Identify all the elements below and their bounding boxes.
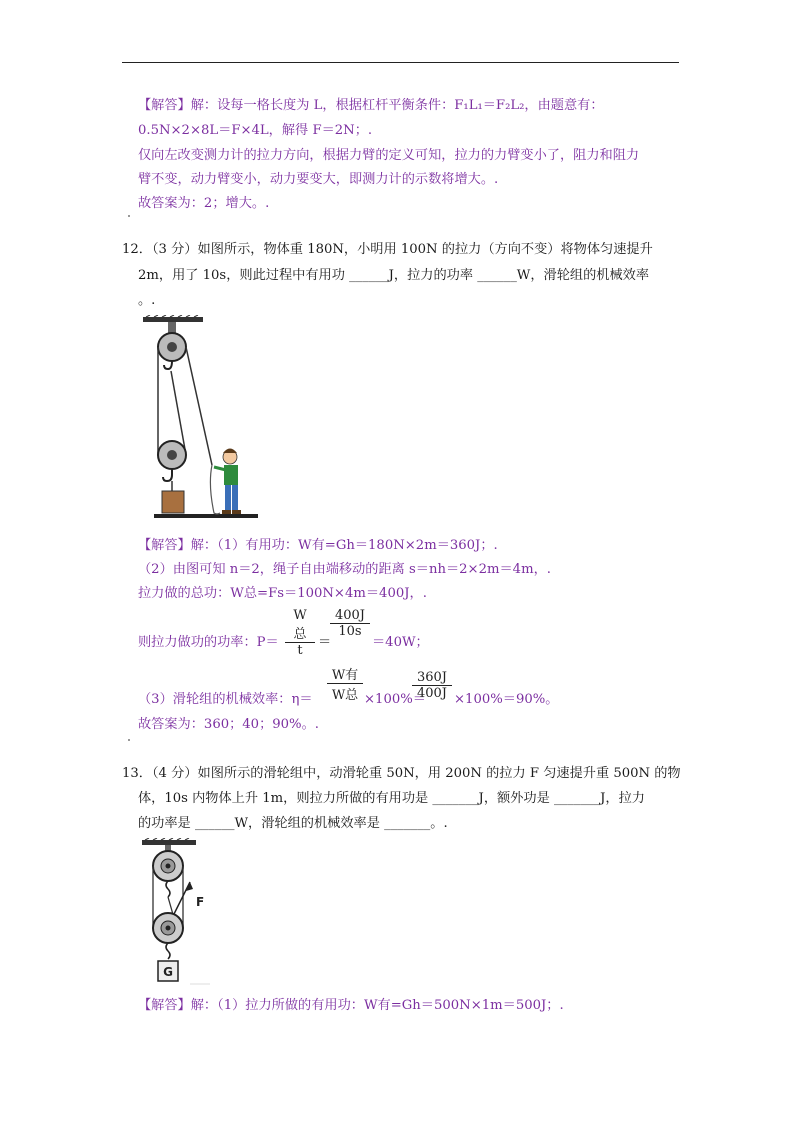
fraction-w-total-over-t [285, 608, 315, 658]
q12-pulley-figure [140, 315, 260, 525]
fraction-denominator: W总 [331, 688, 359, 703]
s12-efficiency-mid: ×100%＝ [364, 692, 426, 707]
q13-line-3: 的功率是 ______W，滑轮组的机械效率是 _______。. [138, 816, 448, 831]
fraction-numerator: W总 [285, 608, 315, 643]
fraction-w-useful-over-w-total [327, 664, 363, 703]
fraction-numerator: 360J [412, 670, 452, 686]
fraction-denominator: 10s [338, 624, 362, 639]
s11-line-1: 【解答】解：设每一格长度为 L，根据杠杆平衡条件：F₁L₁＝F₂L₂，由题意有： [138, 98, 604, 113]
fraction-numerator: W有 [327, 664, 363, 684]
s12-power-label: 则拉力做功的功率：P＝ [138, 635, 279, 650]
q12-line-3: 。. [138, 293, 156, 308]
s12-line-1: 【解答】解：（1）有用功：W有=Gh＝180N×2m＝360J；. [138, 538, 498, 553]
s13-line-1: 【解答】解：（1）拉力所做的有用功：W有=Gh＝500N×1m＝500J；. [138, 998, 564, 1013]
fraction-denominator: 400J [416, 686, 448, 701]
force-label: F [196, 895, 205, 909]
s12-answer: 故答案为：360；40；90%。. [138, 717, 319, 732]
s11-line-3: 仅向左改变测力计的拉力方向，根据力臂的定义可知，拉力的力臂变小了，阻力和阻力 [138, 148, 640, 163]
fraction-numerator: 400J [330, 608, 370, 624]
separator-dot [128, 739, 130, 741]
q12-line-2: 2m，用了 10s，则此过程中有用功 ______J，拉力的功率 ______W，滑轮组的机械效率 [138, 268, 650, 283]
s12-power-result: ＝40W； [372, 635, 429, 650]
s12-efficiency-label: （3）滑轮组的机械效率：η＝ [138, 692, 313, 707]
s12-line-3: 拉力做的总功：W总=Fs＝100N×4m＝400J，. [138, 586, 427, 601]
q13-line-1: 13．（4 分）如图所示的滑轮组中，动滑轮重 50N，用 200N 的拉力 F 匀速提升重 500N 的物 [122, 766, 681, 781]
s12-efficiency-result: ×100%＝90%。 [454, 692, 559, 707]
q13-pulley-figure [140, 838, 230, 988]
separator-dot [128, 215, 130, 217]
s11-answer: 故答案为：2；增大。. [138, 196, 270, 211]
equals-sign: ＝ [318, 635, 332, 650]
fraction-denominator: t [297, 643, 303, 658]
fraction-400j-over-10s [330, 608, 370, 639]
header-rule [122, 62, 679, 63]
s12-line-2: （2）由图可知 n＝2，绳子自由端移动的距离 s＝nh＝2×2m＝4m，. [138, 562, 551, 577]
q13-line-2: 体，10s 内物体上升 1m，则拉力所做的有用功是 _______J，额外功是 _______J，拉力 [138, 791, 645, 806]
weight-label: G [163, 965, 173, 979]
q12-line-1: 12．（3 分）如图所示，物体重 180N，小明用 100N 的拉力（方向不变）将物体匀速提升 [122, 242, 653, 257]
s11-line-4: 臂不变，动力臂变小，动力要变大，即测力计的示数将增大。. [138, 172, 499, 187]
s11-line-2: 0.5N×2×8L＝F×4L，解得 F＝2N；. [138, 123, 373, 138]
fraction-360j-over-400j [412, 670, 452, 701]
